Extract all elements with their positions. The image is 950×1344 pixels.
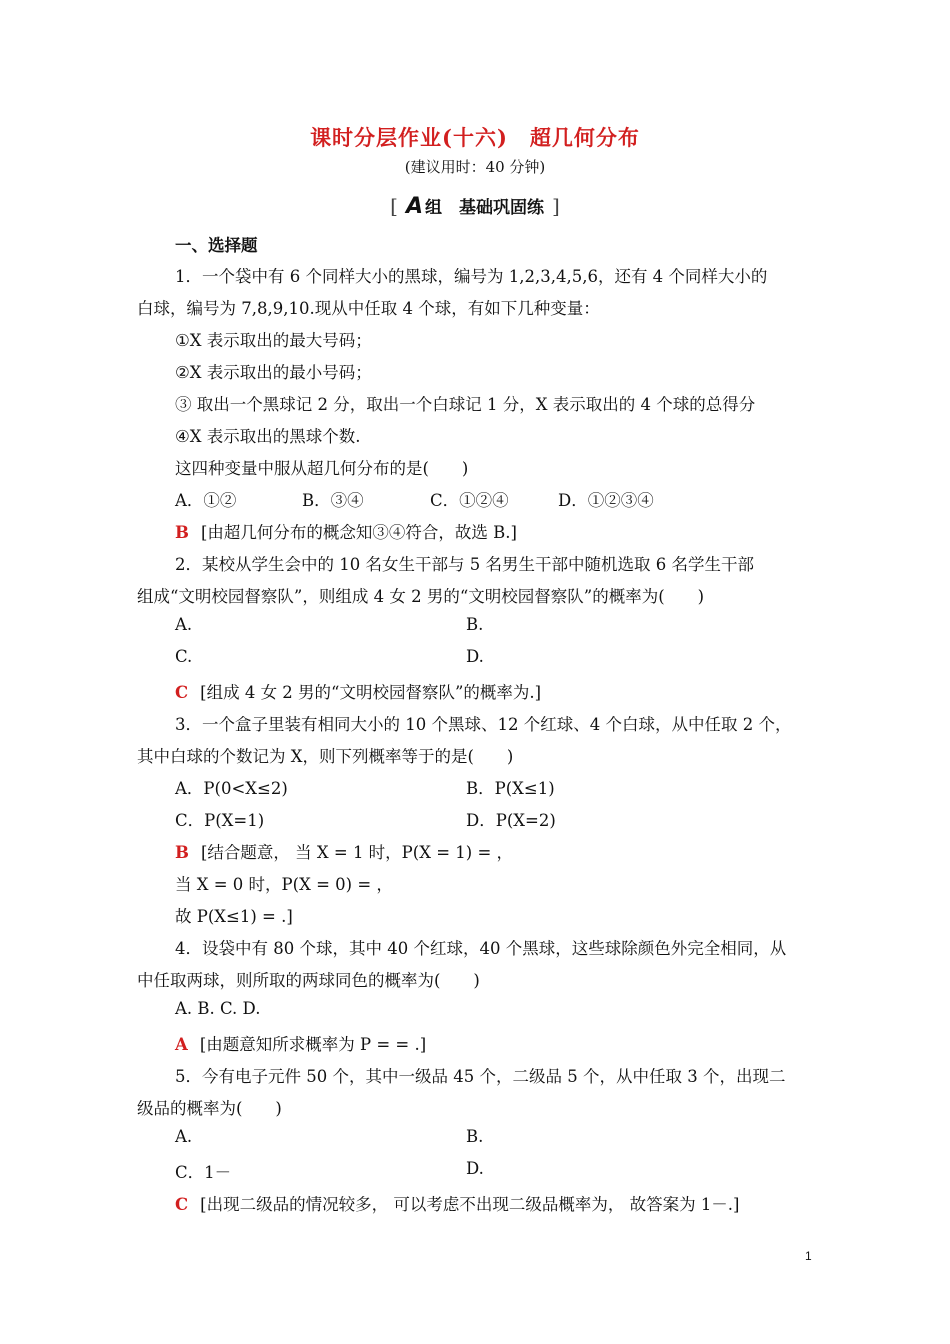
q3-answer: B <box>175 843 189 862</box>
q2-line2: 组成“文明校园督察队”，则组成 4 女 2 男的“文明校园督察队”的概率为( ) <box>137 587 705 606</box>
q5-option-b: B. <box>466 1127 484 1146</box>
q1-stem: 这四种变量中服从超几何分布的是( ) <box>175 459 469 478</box>
q2-solution <box>175 679 541 703</box>
q2-option-b: B. <box>466 615 484 634</box>
q4-solution <box>175 1031 426 1055</box>
q3-explanation-3: 故 P(X≤1) = .] <box>175 907 293 926</box>
q5-answer: C <box>175 1195 189 1214</box>
q1-item4: ④X 表示取出的黑球个数. <box>175 427 361 446</box>
q4-line1: 4．设袋中有 80 个球，其中 40 个红球，40 个黑球，这些球除颜色外完全相同，从 <box>175 939 787 958</box>
q1-solution <box>175 519 517 543</box>
q1-item2: ②X 表示取出的最小号码； <box>175 363 372 382</box>
q5-explanation: [出现二级品的情况较多， 可以考虑不出现二级品概率为， 故答案为 1－.] <box>200 1195 740 1214</box>
q5-line2: 级品的概率为( ) <box>137 1099 282 1118</box>
q3-explanation-2: 当 X = 0 时，P(X = 0) = ， <box>175 875 393 894</box>
q2-explanation: [组成 4 女 2 男的“文明校园督察队”的概率为.] <box>200 683 542 702</box>
section-heading: 一、选择题 <box>175 236 258 255</box>
q3-line1: 3．一个盒子里装有相同大小的 10 个黑球、12 个红球、4 个白球，从中任取 2 个， <box>175 715 792 734</box>
group-heading <box>0 193 950 219</box>
group-name: 组 基础巩固练 <box>425 198 545 218</box>
q3-line2: 其中白球的个数记为 X，则下列概率等于的是( ) <box>137 747 514 766</box>
q5-option-c: C．1－ <box>175 1163 232 1182</box>
q2-answer: C <box>175 683 189 702</box>
suggested-time: (建议用时：40 分钟) <box>404 158 546 176</box>
q5-line1: 5．今有电子元件 50 个，其中一级品 45 个，二级品 5 个，从中任取 3 个，出现二 <box>175 1067 786 1086</box>
q4-line2: 中任取两球，则所取的两球同色的概率为( ) <box>137 971 480 990</box>
q3-option-a: A．P(0<X≤2) <box>175 779 288 798</box>
q3-explanation-1: [结合题意， 当 X = 1 时，P(X = 1) = ， <box>200 843 514 862</box>
q1-explanation: [由超几何分布的概念知③④符合，故选 B.] <box>200 523 517 542</box>
q1-answer: B <box>175 523 189 542</box>
group-a-logo: A <box>405 194 424 219</box>
q3-solution <box>175 839 513 863</box>
q4-options: A. B. C. D. <box>175 999 261 1018</box>
q1-option-c: C．①②④ <box>430 491 509 510</box>
page-title: 课时分层作业(十六) 超几何分布 <box>310 125 640 150</box>
q1-item3: ③ 取出一个黑球记 2 分，取出一个白球记 1 分，X 表示取出的 4 个球的总得分 <box>175 395 756 414</box>
q1-line1: 1．一个袋中有 6 个同样大小的黑球，编号为 1,2,3,4,5,6，还有 4 个同样大小的 <box>175 267 768 286</box>
bracket-left: [ <box>390 194 398 218</box>
q3-option-d: D．P(X=2) <box>466 811 556 830</box>
q4-answer: A <box>175 1035 188 1054</box>
q2-line1: 2．某校从学生会中的 10 名女生干部与 5 名男生干部中随机选取 6 名学生干部 <box>175 555 754 574</box>
q2-option-c: C. <box>175 647 193 666</box>
q3-option-c: C．P(X=1) <box>175 811 265 830</box>
q5-option-d: D. <box>466 1159 484 1178</box>
q1-option-a: A．①② <box>175 491 237 510</box>
q1-item1: ①X 表示取出的最大号码； <box>175 331 372 350</box>
q1-option-d: D．①②③④ <box>558 491 654 510</box>
q1-option-b: B．③④ <box>302 491 364 510</box>
q3-option-b: B．P(X≤1) <box>466 779 555 798</box>
page-number: 1 <box>805 1249 812 1263</box>
q2-option-a: A. <box>175 615 193 634</box>
q5-solution <box>175 1191 740 1215</box>
q1-line2: 白球，编号为 7,8,9,10.现从中任取 4 个球，有如下几种变量： <box>137 299 600 318</box>
bracket-right: ] <box>552 194 560 218</box>
q5-option-a: A. <box>175 1127 193 1146</box>
q4-explanation: [由题意知所求概率为 P = = .] <box>199 1035 427 1054</box>
q2-option-d: D. <box>466 647 484 666</box>
